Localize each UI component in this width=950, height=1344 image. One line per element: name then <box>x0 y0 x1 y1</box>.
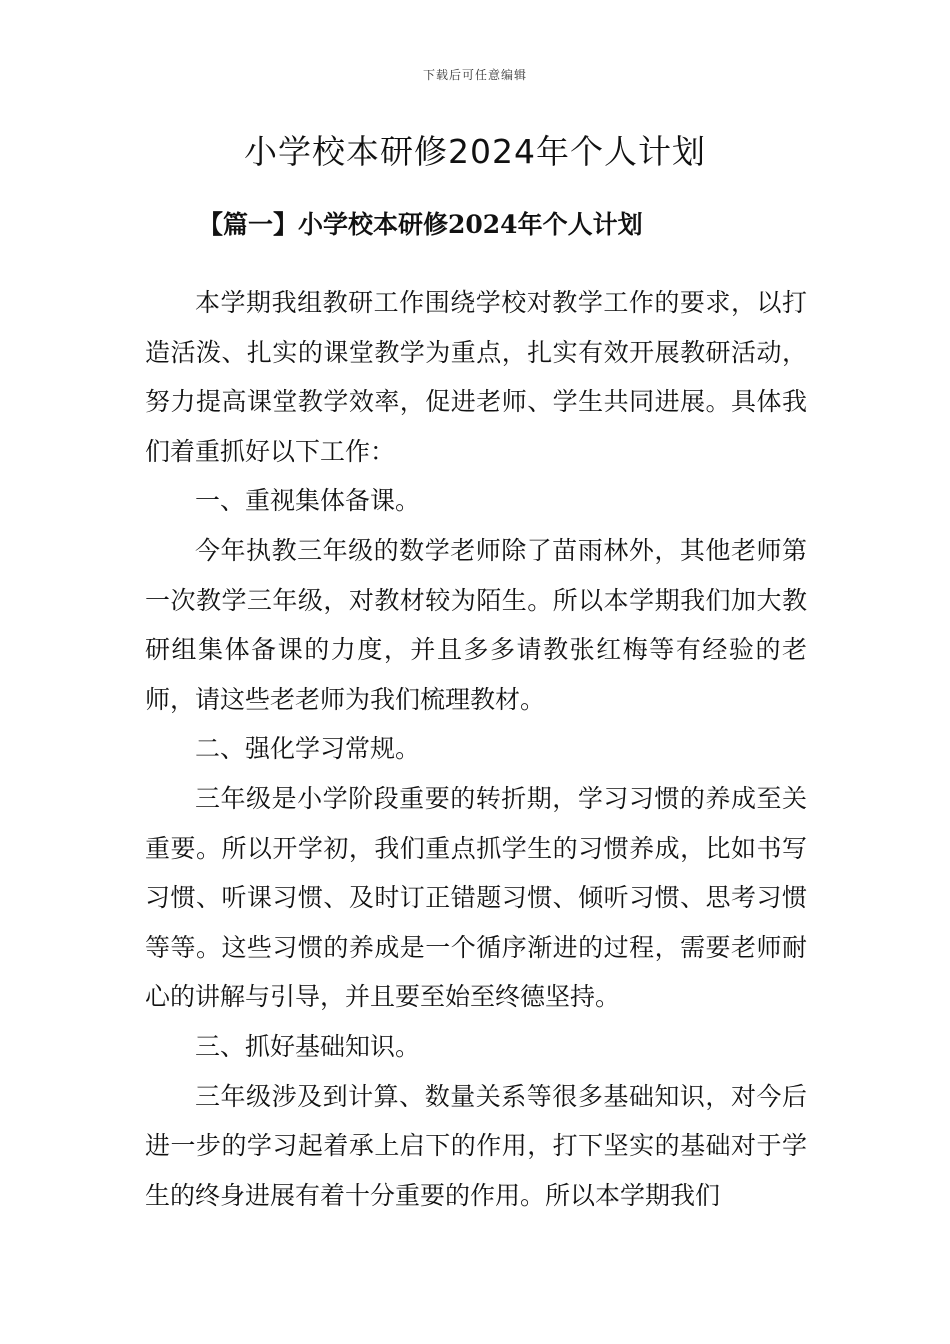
heading-basic-knowledge: 三、抓好基础知识。 <box>195 1031 421 1061</box>
heading-learning-routines: 二、强化学习常规。 <box>195 734 421 764</box>
heading-collective-lesson-prep: 一、重视集体备课。 <box>195 486 421 516</box>
paragraph-collective-lesson-prep: 今年执教三年级的数学老师除了苗雨林外，其他老师第一次教学三年级，对教材较为陌生。所以本学期我们加大教研组集体备课的力度，并且多多请教张红梅等有经验的老师，请这些老老师为我们梳理教材。 <box>145 535 807 714</box>
document-title: 小学校本研修2024年个人计划 <box>244 132 706 171</box>
paragraph-learning-routines: 三年级是小学阶段重要的转折期，学习习惯的养成至关重要。所以开学初，我们重点抓学生的习惯养成，比如书写习惯、听课习惯、及时订正错题习惯、倾听习惯、思考习惯等等。这些习惯的养成是一个循序渐进的过程，需要老师耐心的讲解与引导，并且要至始至终德坚持。 <box>145 783 807 1012</box>
paragraph-intro: 本学期我组教研工作围绕学校对教学工作的要求，以打造活泼、扎实的课堂教学为重点，扎实有效开展教研活动，努力提高课堂教学效率，促进老师、学生共同进展。具体我们着重抓好以下工作： <box>145 288 807 466</box>
section-subtitle: 【篇一】小学校本研修2024年个人计划 <box>198 210 643 239</box>
paragraph-basic-knowledge: 三年级涉及到计算、数量关系等很多基础知识，对今后进一步的学习起着承上启下的作用，打下坚实的基础对于学生的终身进展有着十分重要的作用。所以本学期我们 <box>145 1081 807 1210</box>
header-note: 下载后可任意编辑 <box>422 68 527 82</box>
document-body <box>145 278 807 1220</box>
